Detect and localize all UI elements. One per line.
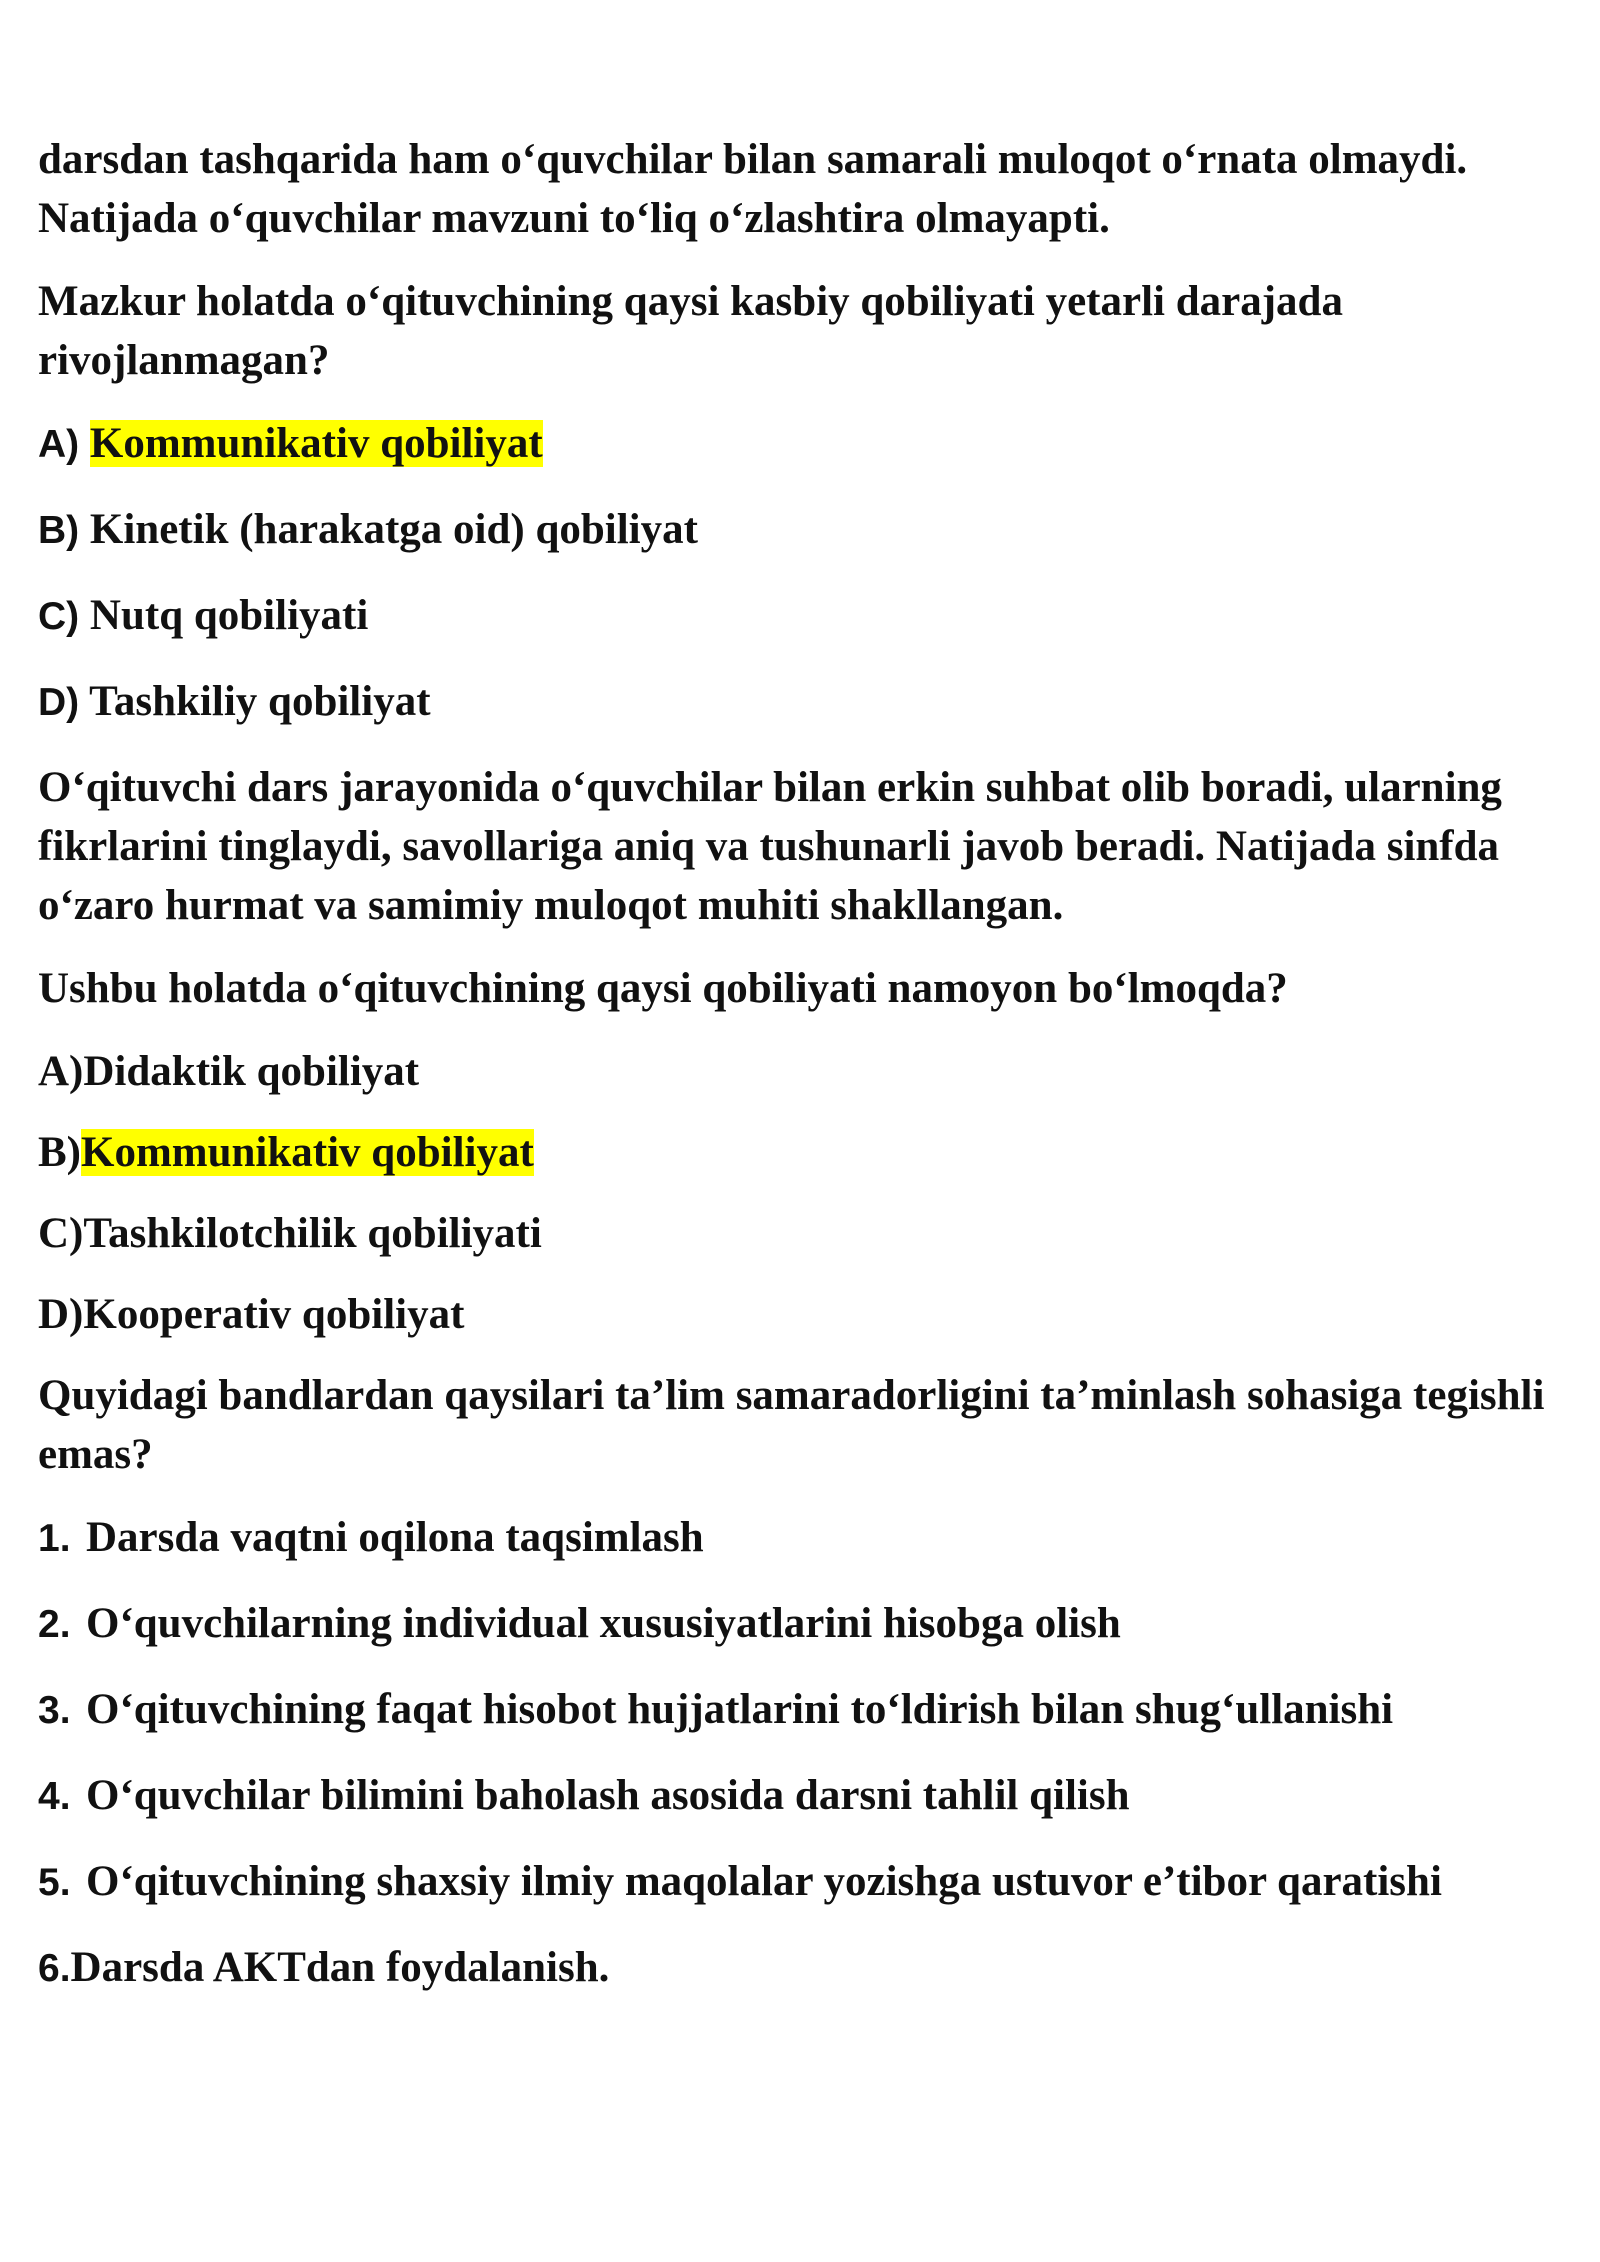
list-item: 1. Darsda vaqtni oqilona taqsimlash <box>38 1514 704 1561</box>
option-2a: A)Didaktik qobiliyat <box>38 1048 420 1095</box>
list-item: 4. O‘quvchilar bilimini baholash asosida darsni tahlil qilish <box>38 1772 1130 1819</box>
answer-highlight: Kommunikativ qobiliyat <box>89 420 543 467</box>
option-2c: C)Tashkilotchilik qobiliyati <box>38 1210 542 1257</box>
option-2b: B)Kommunikativ qobiliyat <box>38 1129 534 1176</box>
list-item: 3. O‘qituvchining faqat hisobot hujjatlarini to‘ldirish bilan shug‘ullanishi <box>38 1686 1394 1733</box>
option-1d: D) Tashkiliy qobiliyat <box>38 678 431 725</box>
paragraph-2: O‘qituvchi dars jarayonida o‘quvchilar bilan erkin suhbat olib boradi, ularning fikrlarini tinglaydi, savollariga aniq va tushunarli javob beradi. Natijada sinfda o‘zaro hurmat va samimiy muloqot muhiti shakllangan. <box>38 764 1502 929</box>
paragraph-continuation: darsdan tashqarida ham o‘quvchilar bilan samarali muloqot o‘rnata olmaydi. Natijada o‘quvchilar mavzuni to‘liq o‘zlashtira olmayapti. <box>38 136 1468 242</box>
document-page <box>38 130 1568 2024</box>
list-item: 5. O‘qituvchining shaxsiy ilmiy maqolalar yozishga ustuvor e’tibor qaratishi <box>38 1858 1442 1905</box>
option-1b: B) Kinetik (harakatga oid) qobiliyat <box>38 506 698 553</box>
option-1c: C) Nutq qobiliyati <box>38 592 369 639</box>
option-2d: D)Kooperativ qobiliyat <box>38 1291 465 1338</box>
question-1: Mazkur holatda o‘qituvchining qaysi kasbiy qobiliyati yetarli darajada rivojlanmagan? <box>38 278 1343 384</box>
question-2: Ushbu holatda o‘qituvchining qaysi qobiliyati namoyon bo‘lmoqda? <box>38 965 1288 1012</box>
question-3: Quyidagi bandlardan qaysilari ta’lim samaradorligini ta’minlash sohasiga tegishli emas? <box>38 1372 1545 1478</box>
list-item-last: 6.Darsda AKTdan foydalanish. <box>38 1944 610 1991</box>
answer-highlight: Kommunikativ qobiliyat <box>81 1129 534 1176</box>
option-1a: A) Kommunikativ qobiliyat <box>38 420 543 467</box>
list-item: 2. O‘quvchilarning individual xususiyatlarini hisobga olish <box>38 1600 1121 1647</box>
